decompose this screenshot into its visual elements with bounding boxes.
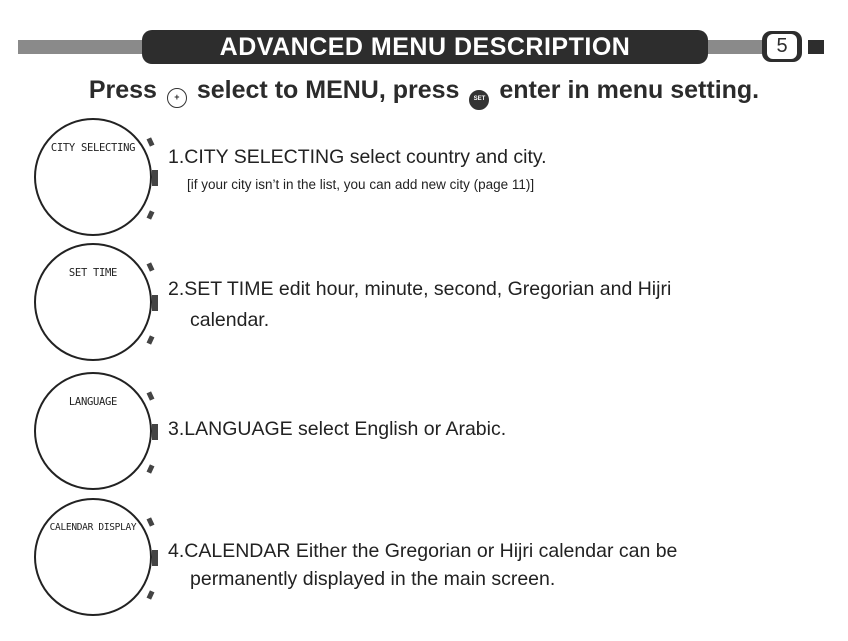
watch-button-bottom <box>147 335 155 344</box>
plus-button-icon: + <box>167 88 187 108</box>
section-title: ADVANCED MENU DESCRIPTION <box>142 30 708 64</box>
watch-button-middle <box>152 550 158 566</box>
watch-diagram-set-time <box>34 243 152 361</box>
item-calendar-text: 4.CALENDAR Either the Gregorian or Hijri calendar can be <box>168 540 678 562</box>
watch-button-middle <box>152 424 158 440</box>
instruction-part3: enter in menu setting. <box>499 76 760 104</box>
page-number-badge <box>762 31 802 62</box>
item-city-selecting-note: [if your city isn’t in the list, you can add new city (page 11)] <box>187 177 535 192</box>
watch-diagram-calendar-display <box>34 498 152 616</box>
watch-screen-label: CITY SELECTING <box>50 142 136 154</box>
header-band-end <box>808 40 824 54</box>
watch-screen-label: LANGUAGE <box>68 396 118 408</box>
watch-button-middle <box>152 295 158 311</box>
watch-diagram-language <box>34 372 152 490</box>
item-city-selecting-text: 1.CITY SELECTING select country and city. <box>168 146 547 168</box>
header-band-left <box>18 40 150 54</box>
page-number: 5 <box>767 34 797 59</box>
watch-screen-label: SET TIME <box>68 267 118 279</box>
watch-button-bottom <box>147 464 155 473</box>
item-set-time-text: 2.SET TIME edit hour, minute, second, Gregorian and Hijri <box>168 278 672 300</box>
item-set-time-text-cont: calendar. <box>190 309 270 331</box>
item-calendar-text-cont: permanently displayed in the main screen. <box>190 568 556 590</box>
instruction-part1: Press <box>88 76 157 104</box>
watch-button-middle <box>152 170 158 186</box>
instruction-part2: select to MENU, press <box>196 76 460 104</box>
watch-diagram-city-selecting <box>34 118 152 236</box>
watch-button-bottom <box>147 590 155 599</box>
item-language-text: 3.LANGUAGE select English or Arabic. <box>168 418 507 440</box>
instruction-line <box>0 76 848 110</box>
header-band-right <box>700 40 762 54</box>
set-button-icon: SET <box>469 90 489 110</box>
watch-button-bottom <box>147 210 155 219</box>
watch-screen-label: CALENDAR DISPLAY <box>49 522 137 533</box>
